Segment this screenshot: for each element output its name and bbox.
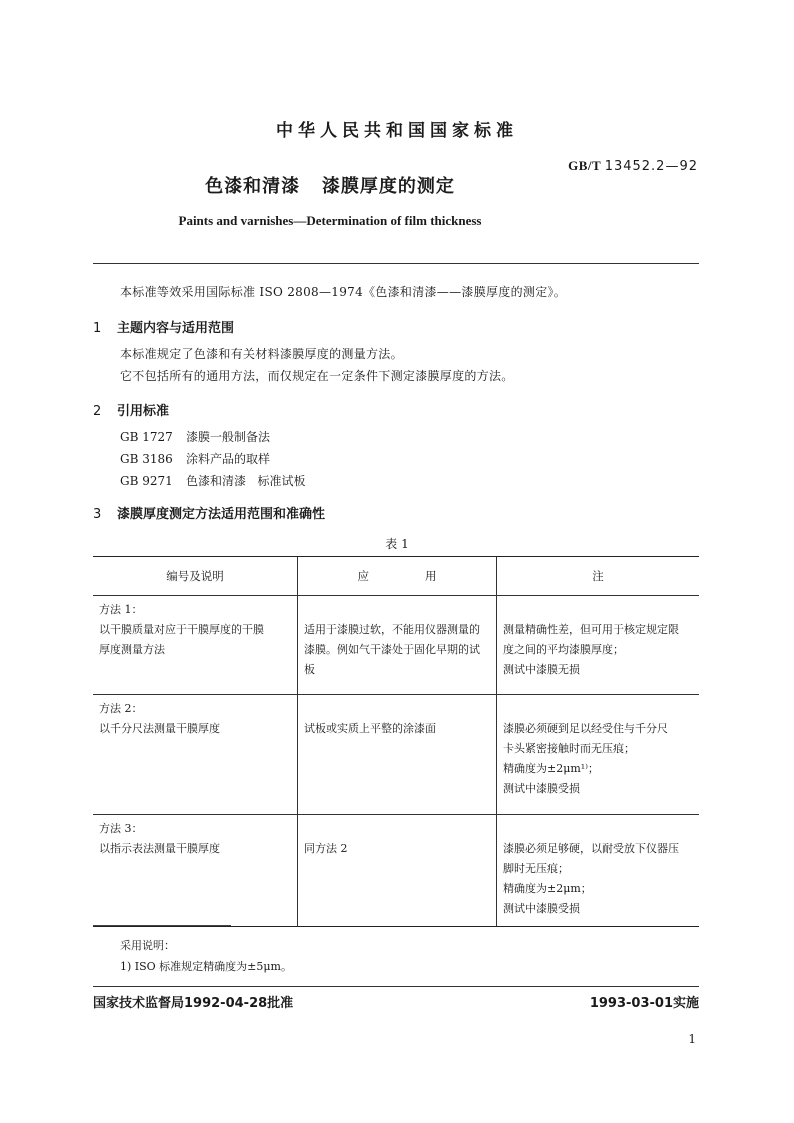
cell-line: 漆膜必须足够硬，以耐受放下仪器压 [503, 842, 679, 855]
table-row [93, 695, 699, 815]
cell-line [503, 699, 693, 719]
method-description [93, 596, 298, 695]
cell-line: 方法 1： [99, 603, 143, 616]
title-chinese: 色漆和清漆 漆膜厚度的测定 [205, 176, 455, 197]
footnote-text: 1) ISO 标准规定精确度为±5μm。 [120, 960, 292, 973]
method-application [298, 695, 497, 815]
cell-line: 精确度为±2μm¹⁾； [503, 762, 599, 775]
header-note: 注 [497, 557, 700, 596]
table-caption: 表 1 [385, 537, 409, 551]
cell-line: 测量精确性差，但可用于核定规定限 [503, 623, 679, 636]
cell-line: 厚度测量方法 [99, 643, 165, 656]
reference-name: 涂料产品的取样 [186, 452, 271, 466]
cell-line [304, 699, 490, 719]
cell-line: 同方法 2 [304, 842, 348, 855]
section-3-number: 3 [93, 507, 102, 522]
cell-line: 精确度为±2μm； [503, 882, 592, 895]
section-1-heading [93, 317, 234, 336]
reference-name: 漆膜一般制备法 [186, 430, 271, 444]
standard-code-number: 13452.2—92 [604, 159, 698, 174]
section-3-heading [93, 503, 325, 522]
page-number: 1 [688, 1032, 696, 1046]
footnote-divider [93, 925, 231, 926]
cell-line: 卡头紧密接触时而无压痕； [503, 742, 635, 755]
cell-line: 以千分尺法测量干膜厚度 [99, 722, 220, 735]
cell-line: 方法 2： [99, 702, 143, 715]
method-application [298, 596, 497, 695]
cell-line: 以干膜质量对应于干膜厚度的干膜 [99, 623, 264, 636]
cell-line: 脚时无压痕； [503, 862, 569, 875]
method-note [497, 596, 700, 695]
reference-item [120, 448, 270, 470]
cell-line: 漆膜。例如气干漆处于固化早期的试 [304, 643, 480, 656]
cell-line: 漆膜必须硬到足以经受住与千分尺 [503, 722, 668, 735]
cell-line: 以指示表法测量干膜厚度 [99, 842, 220, 855]
section-1-number: 1 [93, 321, 102, 336]
section-2-heading [93, 400, 169, 419]
section-1-title: 主题内容与适用范围 [117, 321, 235, 336]
section-2-title: 引用标准 [117, 404, 170, 419]
issuing-organization: 中华人民共和国国家标准 [276, 121, 518, 141]
header-divider [93, 263, 699, 264]
title-english: Paints and varnishes—Determination of film thickness [178, 213, 482, 228]
cell-line: 方法 3： [99, 822, 143, 835]
header-description: 编号及说明 [93, 557, 298, 596]
header-application-label: 应用 [357, 569, 493, 583]
section-1-line-2: 它不包括所有的通用方法，而仅规定在一定条件下测定漆膜厚度的方法。 [120, 369, 514, 383]
cell-line [304, 600, 490, 620]
footnote-title: 采用说明： [120, 939, 175, 952]
footer-divider [93, 986, 699, 987]
cell-line: 测试中漆膜无损 [503, 663, 580, 676]
effective-date: 1993-03-01实施 [589, 996, 699, 1011]
reference-item [120, 426, 270, 448]
table-row [93, 815, 699, 927]
cell-line: 度之间的平均漆膜厚度； [503, 643, 624, 656]
cell-line: 板 [304, 663, 315, 676]
table-header-row [93, 557, 699, 596]
methods-table [93, 556, 699, 927]
section-1-line-1: 本标准规定了色漆和有关材料漆膜厚度的测量方法。 [120, 347, 403, 361]
reference-item [120, 470, 305, 492]
header-application [298, 557, 497, 596]
cell-line: 测试中漆膜受损 [503, 902, 580, 915]
cell-line: 试板或实质上平整的涂漆面 [304, 722, 436, 735]
cell-line [304, 819, 490, 839]
cell-line: 测试中漆膜受损 [503, 782, 580, 795]
reference-code: GB 9271 [120, 474, 173, 488]
cell-line [503, 819, 693, 839]
cell-line [503, 600, 693, 620]
cell-line: 适用于漆膜过软，不能用仪器测量的 [304, 623, 480, 636]
section-3-title: 漆膜厚度测定方法适用范围和准确性 [117, 507, 326, 522]
method-note [497, 815, 700, 927]
method-application [298, 815, 497, 927]
method-note [497, 695, 700, 815]
reference-code: GB 3186 [120, 452, 173, 466]
reference-name: 色漆和清漆 标准试板 [186, 474, 306, 488]
table-row [93, 596, 699, 695]
intro-paragraph: 本标准等效采用国际标准 ISO 2808—1974《色漆和清漆——漆膜厚度的测定》。 [120, 285, 567, 299]
standard-code-prefix: GB/T [568, 158, 601, 173]
method-description [93, 815, 298, 927]
approval-date: 国家技术监督局1992-04-28批准 [93, 996, 294, 1011]
reference-code: GB 1727 [120, 430, 173, 444]
method-description [93, 695, 298, 815]
section-2-number: 2 [93, 404, 102, 419]
